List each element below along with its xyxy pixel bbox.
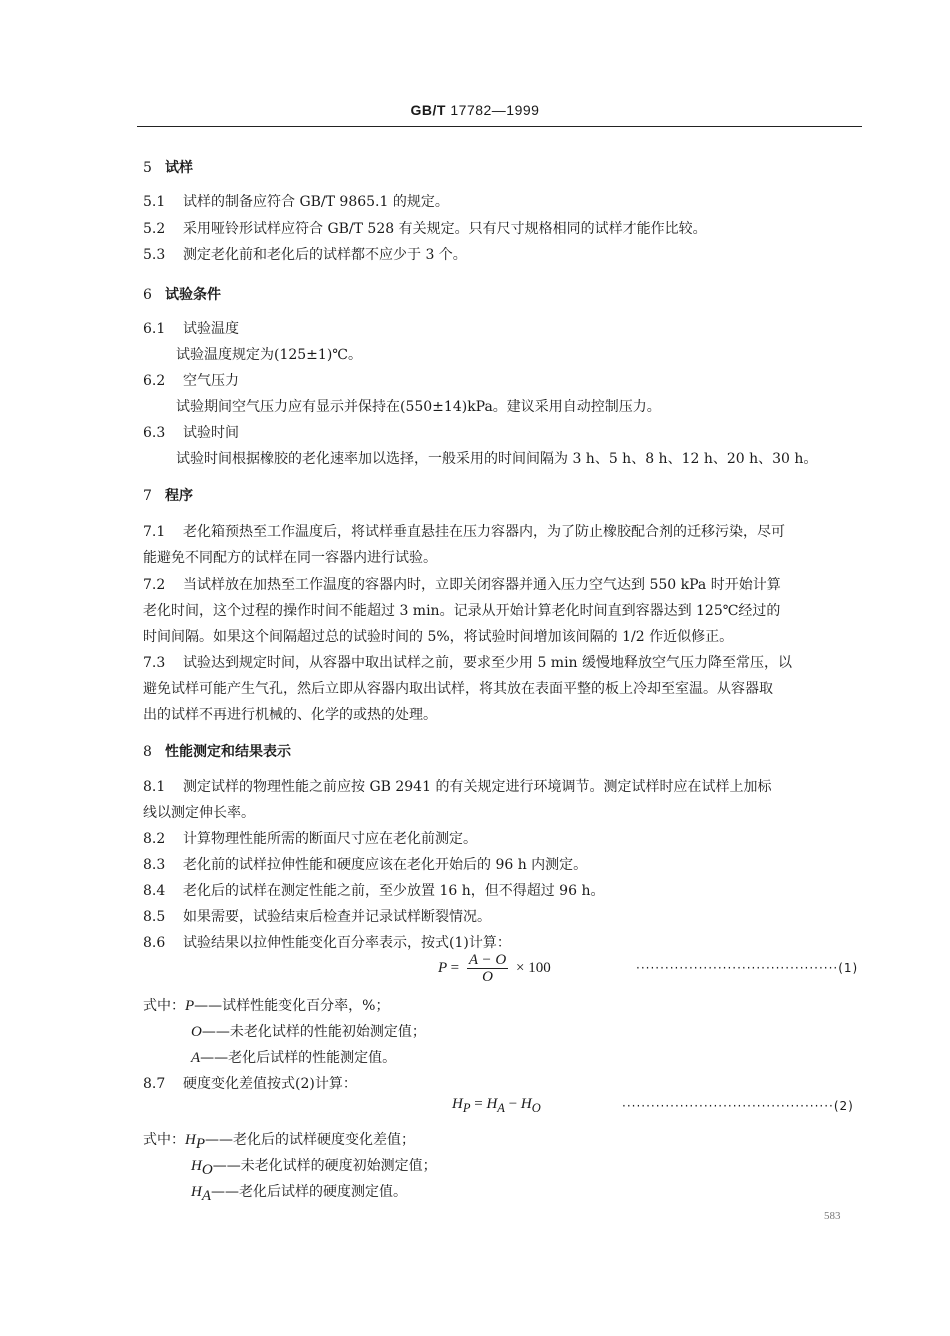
formula-1-fraction: $\frac{A - O}{O}$	[468, 952, 507, 985]
header-rule	[137, 126, 862, 127]
section-heading-7: 7 程序	[143, 488, 193, 504]
variable-HA: $H_A——$老化后试样的硬度测定值。	[191, 1184, 408, 1204]
clause-8-5: 8.5 如果需要，试验结束后检查并记录试样断裂情况。	[143, 909, 491, 925]
clause-7-3: 7.3 试验达到规定时间，从容器中取出试样之前，要求至少用 5 min 缓慢地释放空气压力降至常压，以	[143, 655, 793, 671]
standard-header	[0, 102, 950, 118]
section-heading-5: 5 试样	[143, 160, 193, 176]
clause-7-1-cont: 能避免不同配方的试样在同一容器内进行试验。	[143, 550, 437, 566]
where-block-1: 式中：P——试样性能变化百分率，%；	[143, 998, 390, 1014]
clause-5-3: 5.3 测定老化前和老化后的试样都不应少于 3 个。	[143, 247, 467, 263]
clause-6-1-text: 试验温度规定为(125±1)℃。	[176, 347, 362, 363]
clause-8-1: 8.1 测定试样的物理性能之前应按 GB 2941 的有关规定进行环境调节。测定试样时应在试样上加标	[143, 779, 772, 795]
section-heading-8: 8 性能测定和结果表示	[143, 744, 291, 760]
clause-8-7: 8.7 硬度变化差值按式(2)计算：	[143, 1076, 357, 1092]
clause-5-2: 5.2 采用哑铃形试样应符合 GB/T 528 有关规定。只有尺寸规格相同的试样才能作比较。	[143, 221, 707, 237]
formula-2-label: ············································(2)	[622, 1099, 854, 1113]
clause-6-1-title: 6.1 试验温度	[143, 321, 239, 337]
clause-5-1: 5.1 试样的制备应符合 GB/T 9865.1 的规定。	[143, 194, 449, 210]
clause-7-1: 7.1 老化箱预热至工作温度后，将试样垂直悬挂在压力容器内，为了防止橡胶配合剂的迁移污染，尽可	[143, 524, 785, 540]
clause-6-3-title: 6.3 试验时间	[143, 425, 239, 441]
variable-A: A——老化后试样的性能测定值。	[191, 1050, 397, 1066]
standard-prefix: GB/T	[410, 102, 446, 118]
clause-8-4: 8.4 老化后的试样在测定性能之前，至少放置 16 h，但不得超过 96 h。	[143, 883, 605, 899]
formula-1-label: ··········································(1)	[636, 961, 859, 975]
clause-7-2-cont-2: 时间间隔。如果这个间隔超过总的试验时间的 5%，将试验时间增加该间隔的 1/2 作近似修正。	[143, 629, 734, 645]
clause-8-2: 8.2 计算物理性能所需的断面尺寸应在老化前测定。	[143, 831, 477, 847]
clause-7-3-cont-1: 避免试样可能产生气孔，然后立即从容器内取出试样，将其放在表面平整的板上冷却至室温。从容器取	[143, 681, 773, 697]
formula-2: $H_P = H_A - H_O$	[452, 1096, 541, 1115]
clause-6-2-text: 试验期间空气压力应有显示并保持在(550±14)kPa。建议采用自动控制压力。	[176, 399, 661, 415]
clause-8-6: 8.6 试验结果以拉伸性能变化百分率表示，按式(1)计算：	[143, 935, 511, 951]
variable-HO: $H_O——$未老化试样的硬度初始测定值；	[191, 1158, 437, 1178]
clause-8-1-cont: 线以测定伸长率。	[143, 805, 255, 821]
page-number: 583	[824, 1210, 841, 1222]
section-heading-6: 6 试验条件	[143, 287, 221, 303]
variable-O: O——未老化试样的性能初始测定值；	[191, 1024, 426, 1040]
formula-1: P = $\frac{A - O}{O}$ × 100	[438, 952, 551, 985]
clause-7-2: 7.2 当试样放在加热至工作温度的容器内时，立即关闭容器并通入压力空气达到 550 kPa 时开始计算	[143, 577, 781, 593]
clause-6-3-text: 试验时间根据橡胶的老化速率加以选择，一般采用的时间间隔为 3 h、5 h、8 h、12 h、20 h、30 h。	[176, 451, 818, 467]
clause-6-2-title: 6.2 空气压力	[143, 373, 239, 389]
clause-7-2-cont-1: 老化时间，这个过程的操作时间不能超过 3 min。记录从开始计算老化时间直到容器达到 125℃经过的	[143, 603, 781, 619]
standard-number: 17782—1999	[445, 102, 540, 118]
where-block-2: 式中：$H_P——$老化后的试样硬度变化差值；	[143, 1132, 416, 1152]
clause-7-3-cont-2: 出的试样不再进行机械的、化学的或热的处理。	[143, 707, 437, 723]
clause-8-3: 8.3 老化前的试样拉伸性能和硬度应该在老化开始后的 96 h 内测定。	[143, 857, 588, 873]
